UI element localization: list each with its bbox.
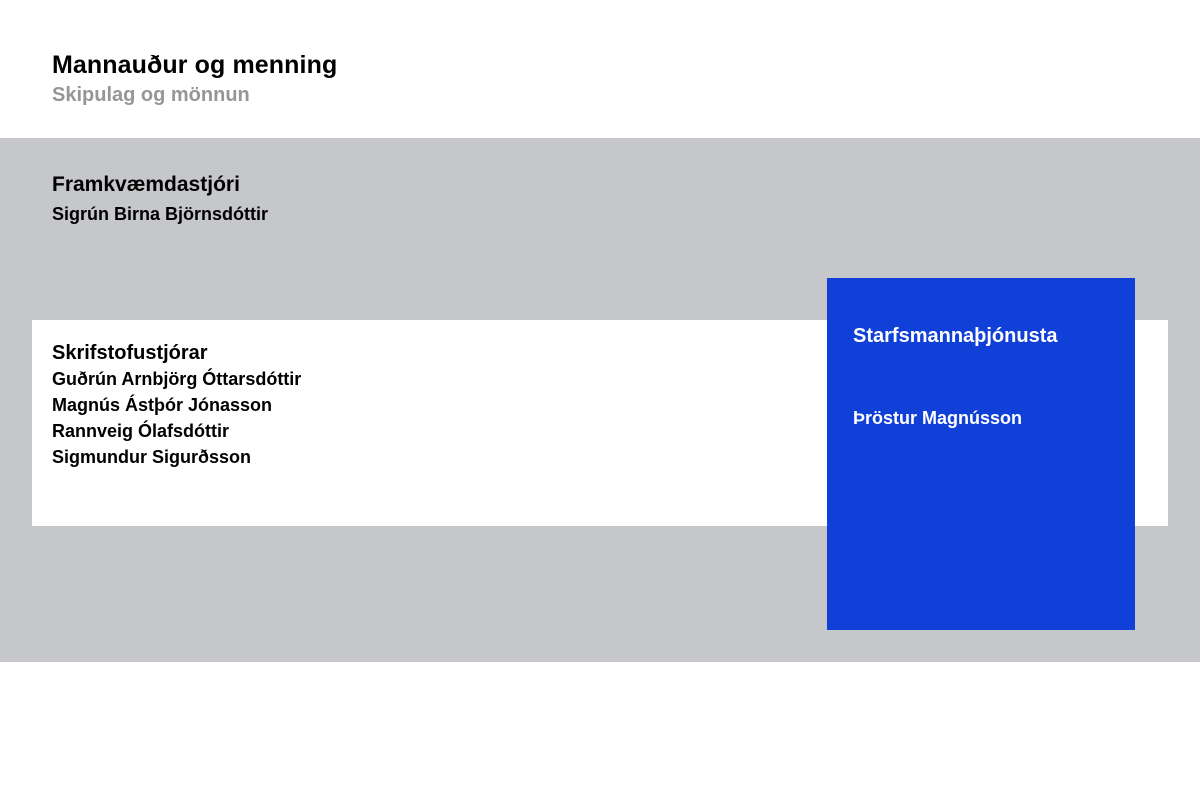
page-title: Mannauður og menning <box>52 51 338 79</box>
org-chart-body <box>0 138 1200 662</box>
node-person-name: Þröstur Magnússon <box>853 408 1023 428</box>
node-starfsmannathjonusta <box>827 278 1135 630</box>
node-role-label: Skrifstofustjórar <box>52 342 208 364</box>
node-person-name: Magnús Ástþór Jónasson <box>52 395 273 415</box>
node-person-name: Guðrún Arnbjörg Óttarsdóttir <box>52 369 302 389</box>
node-person-name: Sigrún Birna Björnsdóttir <box>52 204 268 224</box>
node-person-list <box>52 366 301 470</box>
page-subtitle: Skipulag og mönnun <box>52 84 250 106</box>
node-role-label: Starfsmannaþjónusta <box>853 325 1058 347</box>
node-person-name: Sigmundur Sigurðsson <box>52 447 252 467</box>
node-role-label: Framkvæmdastjóri <box>52 173 240 196</box>
node-person-name: Rannveig Ólafsdóttir <box>52 421 230 441</box>
node-framkvaemdastjori <box>52 172 268 226</box>
page-footer-space <box>0 662 1200 800</box>
page-header <box>0 0 1200 138</box>
node-content <box>52 340 301 470</box>
